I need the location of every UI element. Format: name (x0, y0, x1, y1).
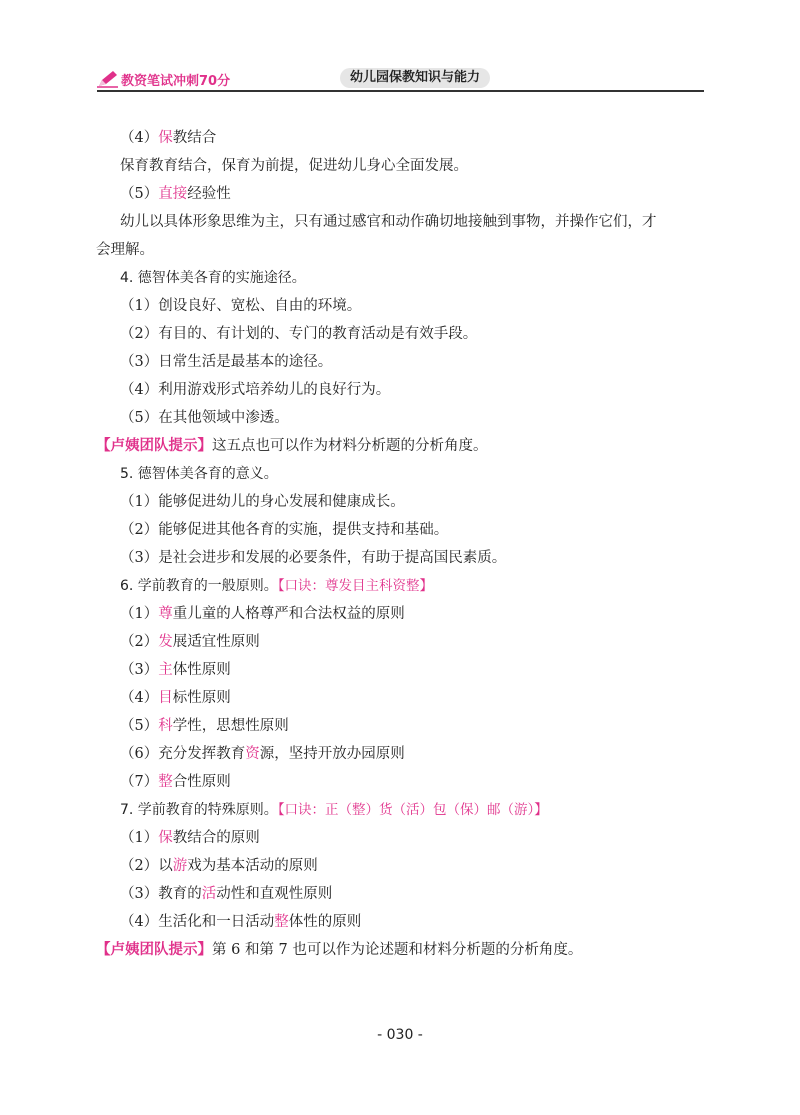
list-item: （2）能够促进其他各育的实施，提供支持和基础。 (120, 522, 449, 538)
list-item: （6）充分发挥教育资源，坚持开放办园原则 (120, 746, 405, 762)
mnemonic-keyword: 尊 (158, 606, 173, 622)
section-heading: 6. 学前教育的一般原则。【口诀：尊发目主科资整】 (120, 578, 434, 594)
mnemonic-keyword: 资 (245, 746, 260, 762)
book-title: 幼儿园保教知识与能力 (340, 68, 490, 88)
mnemonic-keyword: 发 (158, 634, 173, 650)
pencil-icon (97, 70, 119, 88)
team-tip: 【卢姨团队提示】这五点也可以作为材料分析题的分析角度。 (96, 438, 488, 454)
list-item: （3）日常生活是最基本的途径。 (120, 354, 333, 370)
list-item: （3）主体性原则 (120, 662, 231, 678)
list-item: （5）科学性，思想性原则 (120, 718, 289, 734)
mnemonic-keyword: 整 (274, 914, 289, 930)
list-item: （5）在其他领域中渗透。 (120, 410, 289, 426)
paragraph: 幼儿以具体形象思维为主，只有通过感官和动作确切地接触到事物，并操作它们，才 (120, 214, 657, 230)
list-item: （1）能够促进幼儿的身心发展和健康成长。 (120, 494, 405, 510)
list-item: （4）生活化和一日活动整体性的原则 (120, 914, 362, 930)
list-item: （1）保教结合的原则 (120, 830, 260, 846)
paragraph: 保育教育结合，保育为前提，促进幼儿身心全面发展。 (120, 158, 468, 174)
list-item: （4）目标性原则 (120, 690, 231, 706)
paragraph-continuation: 会理解。 (96, 242, 154, 258)
mnemonic-keyword: 整 (158, 774, 173, 790)
list-item: （3）是社会进步和发展的必要条件，有助于提高国民素质。 (120, 550, 507, 566)
list-item: （2）以游戏为基本活动的原则 (120, 858, 318, 874)
section-heading: 5. 德智体美各育的意义。 (120, 466, 278, 482)
mnemonic-keyword: 游 (172, 858, 188, 874)
page-body (96, 124, 706, 964)
list-item: （2）有目的、有计划的、专门的教育活动是有效手段。 (120, 326, 478, 342)
mnemonic: 【口诀：正（整）货（活）包（保）邮（游）】 (277, 802, 548, 818)
section-heading: 4. 德智体美各育的实施途径。 (120, 270, 306, 286)
page-header (97, 68, 704, 90)
mnemonic-keyword: 科 (158, 718, 173, 734)
team-tip: 【卢姨团队提示】第 6 和第 7 也可以作为论述题和材料分析题的分析角度。 (96, 942, 583, 958)
list-item: （3）教育的活动性和直观性原则 (120, 886, 333, 902)
list-item: （5）直接经验性 (120, 186, 231, 202)
mnemonic: 【口诀：尊发目主科资整】 (277, 578, 434, 594)
series-title: 教资笔试冲刺70分 (121, 74, 231, 89)
header-rule (97, 90, 704, 92)
tip-label: 【卢姨团队提示】 (96, 942, 212, 958)
list-item: （2）发展适宜性原则 (120, 634, 260, 650)
list-item: （1）尊重儿童的人格尊严和合法权益的原则 (120, 606, 405, 622)
tip-label: 【卢姨团队提示】 (96, 438, 212, 454)
section-heading: 7. 学前教育的特殊原则。【口诀：正（整）货（活）包（保）邮（游）】 (120, 802, 548, 818)
mnemonic-keyword: 目 (158, 690, 173, 706)
page-number: - 030 - (377, 1027, 423, 1043)
mnemonic-keyword: 保 (158, 130, 173, 146)
list-item: （1）创设良好、宽松、自由的环境。 (120, 298, 362, 314)
mnemonic-keyword: 保 (158, 830, 173, 846)
list-item: （7）整合性原则 (120, 774, 231, 790)
list-item: （4）利用游戏形式培养幼儿的良好行为。 (120, 382, 391, 398)
mnemonic-keyword: 直接 (158, 186, 188, 202)
mnemonic-keyword: 活 (201, 886, 217, 902)
list-item: （4）保教结合 (120, 130, 217, 146)
mnemonic-keyword: 主 (158, 662, 173, 678)
